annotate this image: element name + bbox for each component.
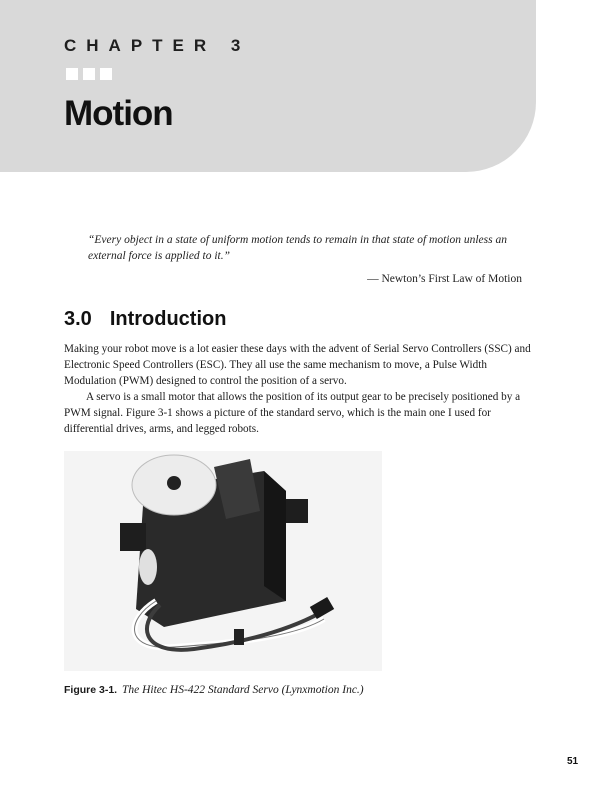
- horn-screw: [167, 476, 181, 490]
- figure-caption: [64, 684, 364, 696]
- chapter-label: CHAPTER 3: [64, 36, 251, 55]
- chapter-header-band: [0, 0, 536, 172]
- ornament-square: [100, 68, 112, 80]
- servo-sticker: [139, 549, 157, 585]
- body-text: [64, 341, 534, 437]
- chapter-ornament: [66, 68, 112, 80]
- servo-illustration: [64, 451, 382, 671]
- page-number: 51: [567, 756, 579, 767]
- figure-caption-text: The Hitec HS-422 Standard Servo (Lynxmotion Inc.): [121, 684, 364, 696]
- mounting-tab: [120, 523, 146, 551]
- mounting-tab: [286, 499, 308, 523]
- paragraph: A servo is a small motor that allows the position of its output gear to be precisely positioned by a PWM signal. Figure 3-1 shows a picture of the standard servo, which is the main one I used for differential drives, arms, and legged robots.: [64, 391, 521, 435]
- epigraph-source: — Newton’s First Law of Motion: [367, 273, 522, 285]
- epigraph-quote: “Every object in a state of uniform motion tends to remain in that state of motion unless an external force is applied to it.”: [88, 234, 507, 262]
- servo-photo: [64, 451, 382, 671]
- ornament-square: [83, 68, 95, 80]
- section-heading: [64, 308, 226, 331]
- paragraph: Making your robot move is a lot easier these days with the advent of Serial Servo Controllers (SSC) and Electronic Speed Controllers (ESC). They all use the same mechanism to move, a Pulse Width Modulation (PWM) designed to control the position of a servo.: [64, 343, 531, 387]
- wire-tie: [234, 629, 244, 645]
- section-number: 3.0: [64, 308, 92, 330]
- servo-side: [264, 471, 286, 601]
- ornament-square: [66, 68, 78, 80]
- section-title: Introduction: [109, 308, 227, 330]
- chapter-title: Motion: [64, 94, 173, 133]
- figure-label: Figure 3-1.: [64, 684, 118, 696]
